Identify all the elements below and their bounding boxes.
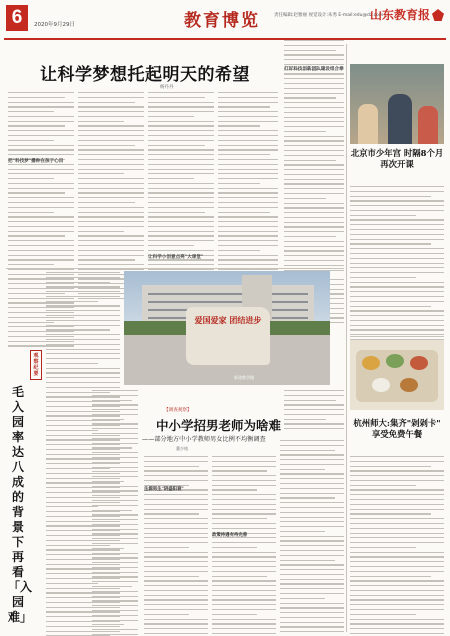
survey-column-1 [144,456,208,636]
lunch-tray-photo [350,340,444,410]
survey-subtitle: ——部分地方中小学教师男女比例不均衡调查 [142,436,266,443]
photo-caption: 新建教学楼 [234,375,254,380]
survey-tag: 【调查观察】 [164,408,192,413]
survey-column-3 [280,440,344,636]
right-divider [350,336,444,337]
lede-column-4 [218,92,278,278]
survey-section-heading-2: 政策待遇有待完善 [212,533,248,538]
logo-emblem-icon [432,9,444,21]
lede-subhead-2: 让科学小创意点亮"大课堂" [148,255,204,260]
logo-text: 山东教育报 [369,8,430,22]
editor-credits: 责任编辑:赵雅丽 视觉设计:朱秀 E-mail:edu@dz.com [274,13,384,18]
section-divider [6,268,344,269]
masthead [4,2,446,40]
lede-author: 杨丹丹 [160,85,174,90]
youth-palace-photo [350,64,444,144]
survey-column-2 [212,456,276,636]
lede-subhead-1: 把"科技梦"播种在孩子心田 [8,159,64,164]
feature-headline: 毛入园率达八成的背景下再看「入园难」 [8,385,33,624]
campus-photo [124,271,330,385]
column-divider [346,44,347,632]
survey-headline: 中小学招男老师为啥难 [156,418,282,433]
lede-headline: 让科学梦想托起明天的希望 [40,65,250,85]
stone-inscription: 爱国爱家 团结进步 [194,315,262,325]
lunch-body [350,456,444,636]
feature-tag: 观察纪要 [30,350,42,380]
newspaper-logo [370,6,444,23]
masthead-rule [4,38,446,40]
page-number-badge: 6 [6,5,28,31]
lede-column-5-continued [284,390,344,433]
survey-section-heading-1: 生源男生"阴盛阳衰" [144,487,184,492]
youth-palace-headline: 北京市少年宫 时隔8个月再次开课 [350,148,444,169]
survey-author: 董少纯 [176,446,188,451]
feature-column-2 [92,390,138,636]
lede-subhead-3: 打好科技创新团队建设组合拳 [284,67,344,72]
issue-date: 2020年9月29日 [34,22,75,28]
lunch-headline: 杭州师大:集齐"剁剁卡" 享受免费午餐 [353,418,441,439]
section-title: 教育博览 [184,11,260,31]
